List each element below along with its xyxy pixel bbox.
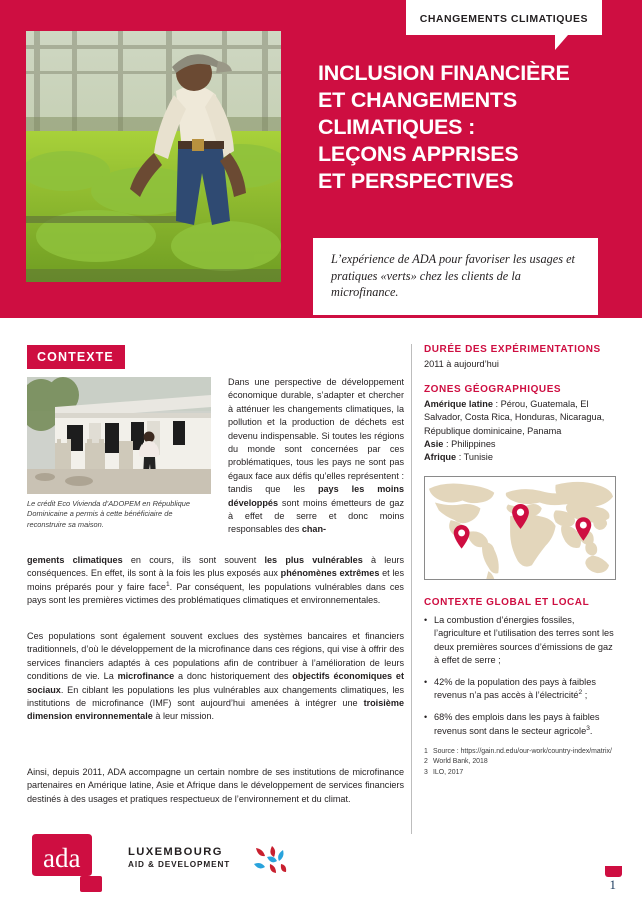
title-line-4: LEÇONS APPRISES (318, 142, 519, 166)
context-photo-caption: Le crédit Eco Vivienda d’ADOPEM en République Dominicaine a permis à cette bénéficiaire de reconstruire sa maison. (27, 499, 190, 529)
luxembourg-aid-development-logo (128, 846, 288, 886)
context-photo (27, 377, 211, 494)
title-line-1: INCLUSION FINANCIÈRE (318, 61, 570, 85)
paragraph-3-text: Ainsi, depuis 2011, ADA accompagne un certain nombre de ses institutions de microfinance partenaires en Amérique latine, Asie et Afrique dans le développement de services financiers destinés à des usages et pratiques respectueux de l’environnement et du climat. (27, 767, 404, 804)
sidebar-divider (411, 344, 412, 834)
lux-logo-text (128, 846, 230, 869)
topic-tag-box (406, 0, 602, 35)
topic-tag (406, 0, 602, 35)
ada-logo (32, 834, 122, 896)
paragraph-2 (27, 630, 404, 724)
context-global-block (424, 597, 616, 738)
zone-region-label: Asie (424, 438, 444, 449)
footnote-number: 3 (424, 768, 428, 776)
bullet-item: • 42% de la population des pays à faibles revenus n’a pas accès à l’électricité$^2$ ; (424, 676, 616, 702)
footnote-item (424, 757, 616, 766)
lux-logo-petals-icon (252, 844, 288, 876)
footnote-number: 2 (424, 758, 428, 766)
title-line-2: ET CHANGEMENTS (318, 88, 518, 112)
zone-countries: Pérou, Guatemala, El Salvador, Costa Rica, Honduras, Nicaragua, République dominicaine, Panama (424, 399, 605, 436)
lux-logo-line-1: LUXEMBOURG (128, 846, 223, 858)
zone-item-asia (424, 438, 616, 451)
hero-photo (26, 31, 281, 282)
paragraph-3 (27, 766, 404, 806)
footnote-text: World Bank, 2018 (433, 758, 488, 766)
intro-column-text: Dans une perspective de développement économique durable, s’adapter et chercher à atténuer les changements climatiques, la pollution et la production de déchets est devenu indispensable. Si toutes les régions du monde sont concernées par ces problématiques, tous les pays ne sont pas égaux face aux défis qu’elles représentent : tandis que les pays les moins développés sont moins émetteurs de gaz à effet de serre et donc moins responsables des chan- (228, 377, 404, 535)
footnotes (424, 747, 616, 777)
footnote-number: 1 (424, 747, 428, 755)
zone-region-label: Amérique latine (424, 399, 493, 410)
subtitle-text: L’expérience de ADA pour favoriser les usages et pratiques «verts» chez les clients de la microfinance. (331, 252, 575, 299)
ada-logo-mark (32, 834, 122, 896)
footnote-item (424, 747, 616, 756)
zone-separator: : (456, 452, 464, 463)
hero-photo-illustration (26, 31, 281, 282)
footnote-text: ILO, 2017 (433, 768, 464, 776)
bullet-item: • La combustion d’énergies fossiles, l’agriculture et l’utilisation des terres sont les deux premières sources d’émissions de gaz à effet de serre ; (424, 614, 616, 667)
zone-item-latin-america (424, 398, 616, 438)
subtitle-box (313, 238, 598, 315)
title-line-3: CLIMATIQUES : (318, 115, 476, 139)
paragraph-1-text: gements climatiques en cours, ils sont souvent les plus vulnérables à leurs conséquences. En effet, ils sont à la fois les plus exposés aux phénomènes extrêmes et les moins préparés pour y faire face$^1$. Par conséquent, les populations vulnérables dans ces pays sont les premières victimes des problématiques climatiques et environnementales. (27, 555, 404, 606)
page-number: 1 (609, 877, 616, 892)
duration-value: 2011 à aujourd’hui (424, 359, 499, 369)
zone-separator: : (492, 399, 501, 410)
duration-heading: DURÉE DES EXPÉRIMENTATIONS (424, 344, 601, 355)
header-banner (0, 0, 642, 318)
context-photo-illustration (27, 377, 211, 494)
spacer (424, 371, 616, 384)
paragraph-1 (27, 554, 404, 608)
footer (0, 820, 642, 909)
lux-logo-line-2: AID & DEVELOPMENT (128, 860, 231, 869)
section-badge-contexte: CONTEXTE (27, 345, 125, 369)
title-line-5: ET PERSPECTIVES (318, 169, 514, 193)
zone-countries: Philippines (451, 438, 496, 449)
world-map (424, 476, 616, 580)
page-number-flag-icon (605, 866, 622, 877)
topic-tag-pointer (555, 35, 568, 50)
zone-countries: Tunisie (463, 452, 493, 463)
footnote-text: Source : https://gain.nd.edu/our-work/country-index/matrix/ (433, 747, 612, 755)
paragraph-2-text: Ces populations sont également souvent exclues des systèmes bancaires et financiers traditionnels, d’où le développement de la microfinance dans ces régions, qui vise à offrir des services financiers adaptés à ces populations afin de contribuer à l’amélioration de leurs conditions de vie. La microfinance a donc historiquement des objectifs économiques et sociaux. En ciblant les populations les plus vulnérables aux changements climatiques, les institutions de microfinance (IMF) sont aujourd’hui amenées à intégrer une troisième dimension environnementale à leur mission. (27, 631, 405, 722)
context-global-bullets (424, 614, 616, 738)
zone-item-africa (424, 451, 616, 464)
sidebar (424, 344, 616, 778)
ada-logo-text: ada (43, 843, 81, 873)
page-title (318, 60, 628, 195)
topic-tag-label: CHANGEMENTS CLIMATIQUES (419, 13, 588, 25)
world-map-illustration (425, 477, 615, 579)
zones-list (424, 398, 616, 464)
zones-heading: ZONES GÉOGRAPHIQUES (424, 384, 562, 396)
zone-separator: : (443, 438, 452, 449)
zone-region-label: Afrique (424, 452, 457, 463)
context-global-heading: CONTEXTE GLOBAL ET LOCAL (424, 597, 590, 609)
footnote-item (424, 768, 616, 777)
bullet-item: • 68% des emplois dans les pays à faibles revenus sont dans le secteur agricole$^3$. (424, 711, 616, 737)
